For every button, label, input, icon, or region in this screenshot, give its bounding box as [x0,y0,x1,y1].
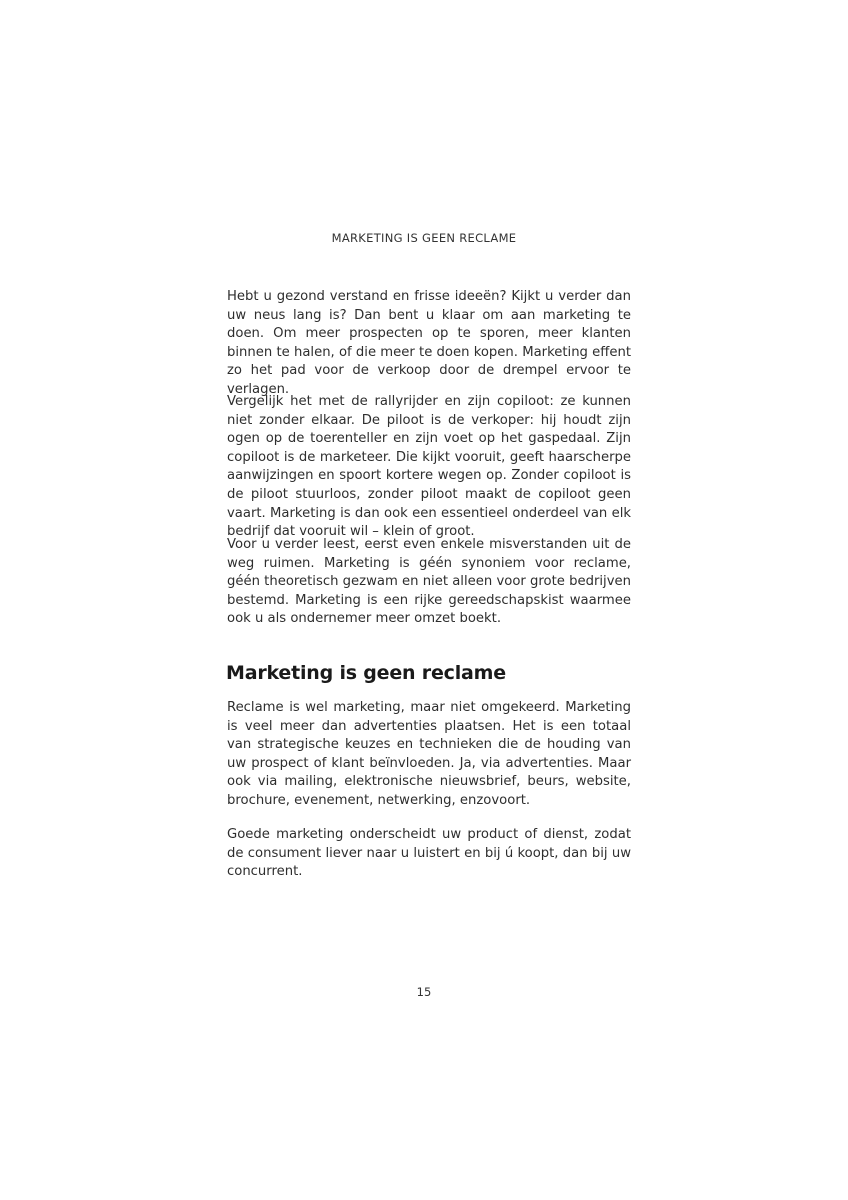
paragraph-text: Hebt u gezond verstand en frisse ideeën? Kijkt u verder dan uw neus lang is? Dan bent u klaar om aan marketing te doen. Om meer prospecten op te sporen, meer klanten binnen te halen, of die meer te doen kopen. Marketing effent zo het pad voor de verkoop door de drempel ervoor te verlagen. [227,289,631,397]
page-number: 15 [416,985,432,999]
paragraph-text: Reclame is wel marketing, maar niet omgekeerd. Marketing is veel meer dan advertenties plaatsen. Het is een totaal van strategische keuzes en technieken die de houding van uw prospect of klant beïnvloeden. Ja, via advertenties. Maar ook via mailing, elektronische nieuwsbrief, beurs, website, brochure, evenement, netwerking, enzovoort. [227,700,631,808]
intro-paragraph-2 [227,393,631,542]
intro-paragraph-3 [227,536,631,629]
paragraph-text: Goede marketing onderscheidt uw product of dienst, zodat de consument liever naar u luistert en bij ú koopt, dan bij uw concurrent. [227,827,631,880]
section-paragraph-1 [227,699,631,811]
intro-paragraph-1 [227,288,631,400]
paragraph-text: Voor u verder leest, eerst even enkele misverstanden uit de weg ruimen. Marketing is géén synoniem voor reclame, géén theoretisch gezwam en niet alleen voor grote bedrijven bestemd. Marketing is een rijke gereedschapskist waarmee ook u als ondernemer meer omzet boekt. [227,537,631,627]
paragraph-text: Vergelijk het met de rallyrijder en zijn copiloot: ze kunnen niet zonder elkaar. De piloot is de verkoper: hij houdt zijn ogen op de toerenteller en zijn voet op het gaspedaal. Zijn copiloot is de marketeer. Die kijkt vooruit, geeft haarscherpe aanwijzingen en spoort kortere wegen op. Zonder copiloot is de piloot stuurloos, zonder piloot maakt de copiloot geen vaart. Marketing is dan ook een essentieel onderdeel van elk bedrijf dat vooruit wil – klein of groot. [227,394,631,540]
section-paragraph-2 [227,826,631,882]
section-heading: Marketing is geen reclame [226,662,506,684]
running-head: MARKETING IS GEEN RECLAME [331,231,517,245]
